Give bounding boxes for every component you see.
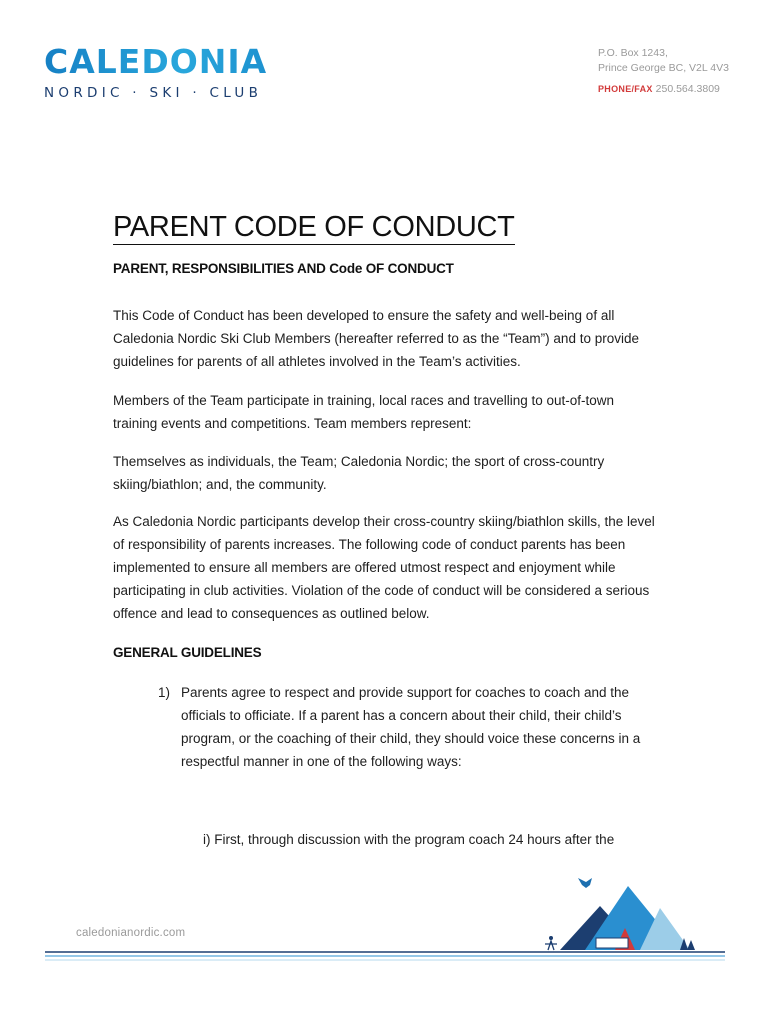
- address-line-2: Prince George BC, V2L 4V3: [598, 62, 729, 74]
- paragraph-responsibility: As Caledonia Nordic participants develop their cross-country skiing/biathlon skills, the level of responsibility of parents increases. The following code of conduct parents has been implemented to ensure all members are offered utmost respect and enjoyment while participating in club activities. Violation of the code of conduct will be considered a serious offence and lead to consequences as outlined below.: [113, 514, 655, 621]
- guideline-subitem-i: i) First, through discussion with the program coach 24 hours after the: [203, 832, 615, 847]
- logo-wordmark: CALEDONIA: [44, 44, 294, 80]
- paragraph-represent: Themselves as individuals, the Team; Caledonia Nordic; the sport of cross-country skiing/biathlon; and, the community.: [113, 454, 605, 492]
- skier-body: [545, 941, 557, 950]
- address-line-1: P.O. Box 1243,: [598, 47, 668, 59]
- contact-block: [598, 46, 729, 97]
- cabin: [596, 938, 628, 948]
- footer-website: caledonianordic.com: [76, 927, 186, 939]
- phone-row: [598, 82, 729, 97]
- paragraph-members: Members of the Team participate in training, local races and travelling to out-of-town training events and competitions. Team members represent:: [113, 393, 615, 431]
- guideline-text: Parents agree to respect and provide support for coaches to coach and the officials to officiate. If a parent has a concern about their child, their child’s program, or the coaching of their child, they should voice these concerns in a respectful manner in one of the following ways:: [181, 685, 641, 769]
- page-title: PARENT CODE OF CONDUCT: [113, 211, 515, 243]
- club-logo: [44, 44, 294, 101]
- footer-mountain-illustration: [40, 868, 730, 968]
- bird-icon: [578, 878, 592, 888]
- document-subtitle: PARENT, RESPONSIBILITIES AND Code OF CONDUCT: [113, 261, 454, 276]
- phone-label: PHONE/FAX: [598, 84, 653, 94]
- paragraph-intro: This Code of Conduct has been developed to ensure the safety and well-being of all Caledonia Nordic Ski Club Members (hereafter referred to as the “Team”) and to provide guidelines for parents of all athletes involved in the Team’s activities.: [113, 308, 639, 369]
- logo-subtitle: NORDIC · SKI · CLUB: [44, 85, 263, 101]
- section-heading-general-guidelines: GENERAL GUIDELINES: [113, 645, 262, 660]
- phone-number: 250.564.3809: [655, 83, 720, 95]
- guideline-number: 1): [158, 685, 171, 700]
- tree-icon: [687, 940, 695, 950]
